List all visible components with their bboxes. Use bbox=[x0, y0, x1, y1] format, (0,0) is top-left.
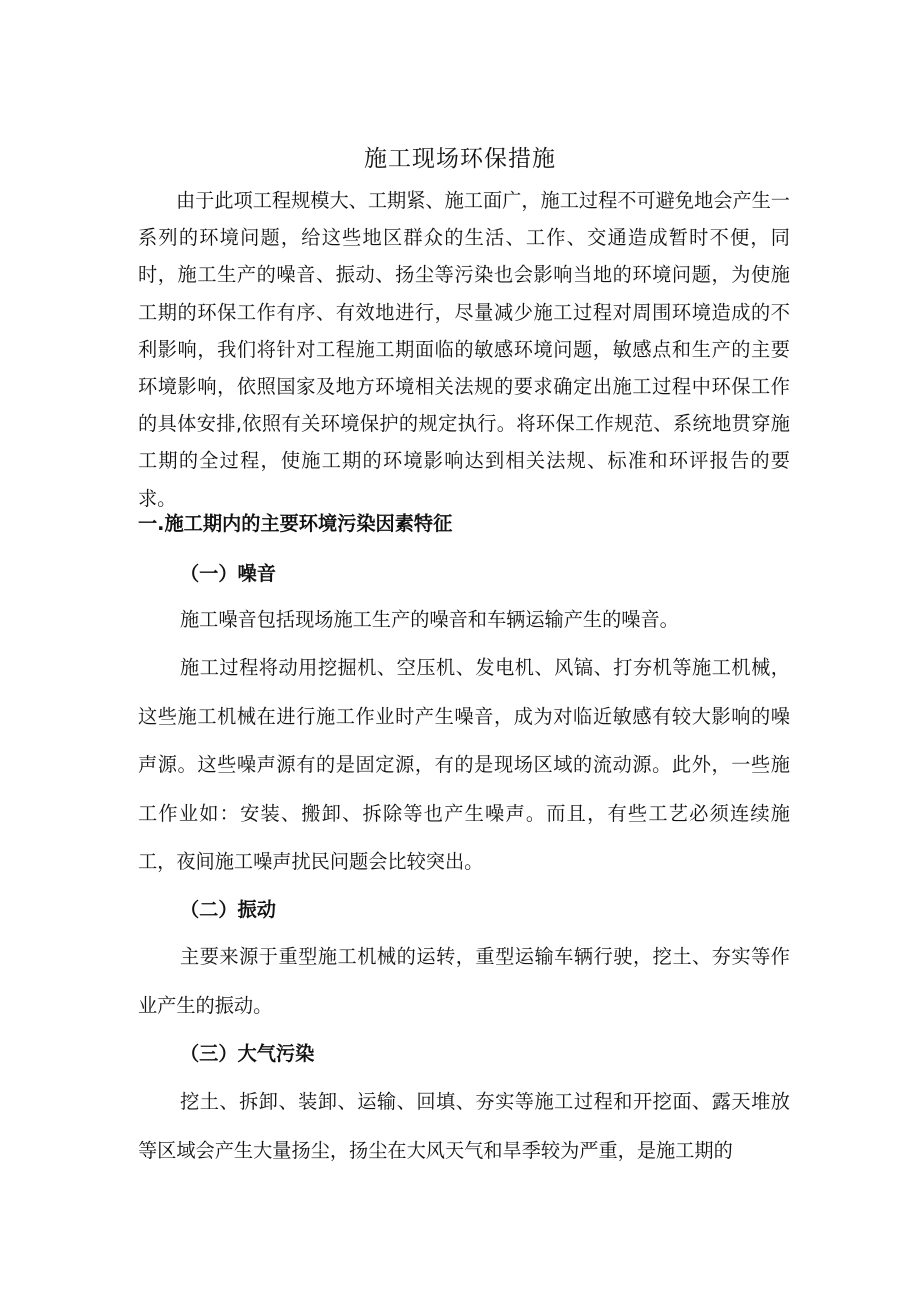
noise-paragraph-2: 施工过程将动用挖掘机、空压机、发电机、风镐、打夯机等施工机械，这些施工机械在进行施工作业时产生噪音，成为对临近敏感有较大影响的噪声源。这些噪声源有的是固定源，有的是现场区域的流动源。此外，一些施工作业如：安装、搬卸、拆除等也产生噪声。而且，有些工艺必须连续施工，夜间施工噪声扰民问题会比较突出。 bbox=[138, 656, 790, 873]
section-heading-1: 一.施工期内的主要环境污染因素特征 bbox=[138, 512, 453, 535]
air-paragraph-1: 挖土、拆卸、装卸、运输、回填、夯实等施工过程和开挖面、露天堆放等区域会产生大量扬尘，扬尘在大风天气和旱季较为严重，是施工期的 bbox=[138, 1090, 790, 1162]
document-title: 施工现场环保措施 bbox=[364, 146, 556, 173]
intro-paragraph: 由于此项工程规模大、工期紧、施工面广，施工过程不可避免地会产生一系列的环境问题，给这些地区群众的生活、工作、交通造成暂时不便，同时，施工生产的噪音、振动、扬尘等污染也会影响当地的环境问题，为使施工期的环保工作有序、有效地进行，尽量减少施工过程对周围环境造成的不利影响，我们将针对工程施工期面临的敏感环境问题，敏感点和生产的主要环境影响，依照国家及地方环境相关法规的要求确定出施工过程中环保工作的具体安排,依照有关环境保护的规定执行。将环保工作规范、系统地贯穿施工期的全过程，使施工期的环境影响达到相关法规、标准和环评报告的要求。 bbox=[138, 189, 790, 510]
vibration-paragraph-1: 主要来源于重型施工机械的运转，重型运输车辆行驶，挖土、夯实等作业产生的振动。 bbox=[138, 945, 790, 1017]
subsection-heading-air: （三）大气污染 bbox=[180, 1042, 315, 1065]
subsection-heading-vibration: （二）振动 bbox=[180, 898, 276, 921]
noise-paragraph-1: 施工噪音包括现场施工生产的噪音和车辆运输产生的噪音。 bbox=[180, 608, 679, 631]
subsection-heading-noise: （一）噪音 bbox=[180, 562, 276, 585]
